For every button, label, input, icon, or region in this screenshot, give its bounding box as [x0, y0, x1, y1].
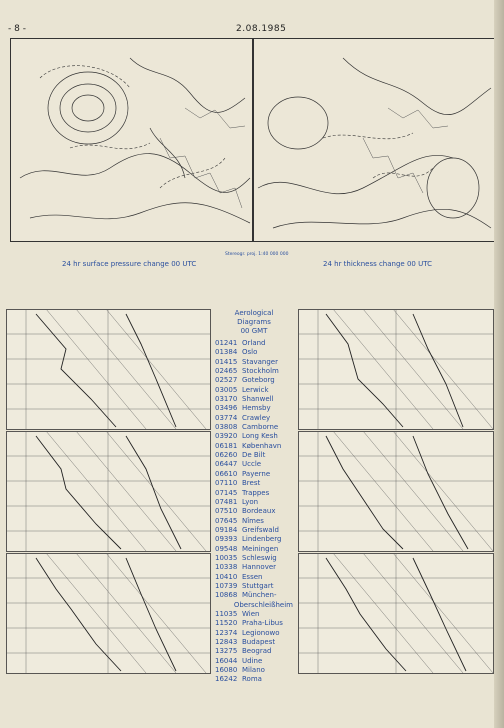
station-name: De Bilt — [242, 451, 266, 460]
station-code: 01241 — [215, 339, 238, 347]
station-row — [215, 479, 293, 488]
station-row — [215, 675, 293, 684]
station-code: 16044 — [215, 656, 238, 665]
station-name: Lerwick — [242, 385, 269, 394]
station-row — [215, 423, 293, 432]
station-row — [215, 638, 293, 647]
station-name: Stavanger — [242, 357, 278, 366]
station-code: 11035 — [215, 609, 238, 618]
station-code: 01384 — [215, 348, 238, 357]
station-name: Udine — [242, 656, 263, 665]
station-row — [215, 610, 293, 619]
station-code: 10338 — [215, 563, 238, 572]
station-name: Budapest — [242, 638, 276, 646]
station-name: Roma — [242, 675, 262, 684]
station-code: 10868 — [215, 591, 238, 600]
station-row — [215, 395, 293, 404]
station-name: Meiningen — [242, 544, 279, 553]
aerological-diagrams-right — [298, 309, 494, 674]
station-name: Legionowo — [242, 628, 280, 637]
station-name: Uccle — [242, 460, 262, 469]
station-name: Shanwell — [242, 395, 274, 404]
station-row — [215, 666, 293, 675]
station-code: 03774 — [215, 413, 238, 422]
station-code: 06610 — [215, 469, 238, 478]
station-name: Trappes — [242, 488, 270, 497]
station-row — [215, 489, 293, 498]
station-list-title-3: 00 GMT — [240, 327, 268, 335]
station-row — [215, 498, 293, 507]
station-row — [215, 582, 293, 591]
station-name: Brest — [242, 479, 261, 488]
station-row — [215, 358, 293, 367]
station-row — [215, 460, 293, 469]
station-code: 11520 — [215, 619, 238, 628]
station-name: Hannover — [242, 563, 277, 572]
station-row — [215, 573, 293, 582]
station-code: 09393 — [215, 535, 238, 544]
station-list-title-2: Diagrams — [237, 318, 271, 326]
station-code: 16242 — [215, 675, 238, 684]
station-row — [215, 404, 293, 413]
station-row — [215, 657, 293, 666]
station-code: 16080 — [215, 666, 238, 675]
station-code: 02465 — [215, 367, 238, 376]
station-name: Hemsby — [242, 404, 271, 413]
station-name: Orland — [242, 339, 266, 347]
station-code: 09548 — [215, 544, 238, 553]
station-name: Lindenberg — [242, 535, 282, 544]
station-name: Payerne — [242, 469, 271, 478]
page-number: - 8 - — [8, 24, 26, 34]
station-code: 12374 — [215, 628, 238, 637]
station-row — [215, 545, 293, 554]
station-row — [215, 554, 293, 563]
station-name: Oslo — [242, 348, 258, 357]
station-name: Essen — [242, 572, 263, 581]
station-list — [215, 309, 293, 685]
station-code: 06260 — [215, 451, 238, 460]
weather-maps — [10, 38, 496, 242]
station-name: Camborne — [242, 423, 279, 432]
station-name: Praha-Libus — [242, 619, 283, 628]
station-row — [215, 432, 293, 441]
station-row — [215, 348, 293, 357]
station-code: 03170 — [215, 395, 238, 404]
station-code: 07510 — [215, 507, 238, 516]
surface-pressure-map — [10, 38, 253, 242]
station-row — [215, 339, 293, 348]
station-row — [215, 367, 293, 376]
station-code: 03005 — [215, 385, 238, 394]
station-row — [215, 526, 293, 535]
station-name: Long Kesh — [242, 432, 278, 441]
station-row — [215, 442, 293, 451]
station-row — [215, 470, 293, 479]
station-code: 02527 — [215, 376, 238, 385]
surface-pressure-caption: 24 hr surface pressure change 00 UTC — [62, 260, 197, 268]
station-row — [215, 629, 293, 638]
station-row — [215, 386, 293, 395]
station-name: København — [242, 441, 282, 450]
station-code: 09184 — [215, 525, 238, 534]
station-name: Lyon — [242, 497, 259, 506]
station-name: Oberschleißheim — [233, 600, 293, 609]
station-name: Nîmes — [242, 516, 264, 525]
station-code: 03496 — [215, 404, 238, 413]
page-date: 2.08.1985 — [236, 24, 287, 34]
station-name: Crawley — [242, 413, 271, 422]
station-row — [215, 591, 293, 600]
station-code: 10035 — [215, 553, 238, 562]
station-row — [215, 517, 293, 526]
station-row — [215, 535, 293, 544]
station-code: 06447 — [215, 460, 238, 469]
station-code: 13275 — [215, 647, 238, 656]
station-code: 12843 — [215, 638, 238, 646]
station-row — [215, 376, 293, 385]
station-name: Bordeaux — [242, 507, 276, 516]
station-row — [215, 451, 293, 460]
station-row — [215, 563, 293, 572]
station-code: 07145 — [215, 488, 238, 497]
station-name: München- — [242, 591, 277, 600]
aerological-diagrams-left — [6, 309, 211, 674]
station-code: 06181 — [215, 441, 238, 450]
station-name: Goteborg — [242, 376, 275, 385]
station-name: Stuttgart — [242, 581, 274, 590]
station-code: 10739 — [215, 581, 238, 590]
station-code: 01415 — [215, 357, 238, 366]
page-edge-strip — [494, 0, 504, 728]
station-name: Stockholm — [242, 367, 279, 376]
station-name: Milano — [242, 666, 265, 675]
station-row — [215, 601, 293, 610]
station-code: 07110 — [215, 479, 238, 488]
station-name: Greifswald — [242, 525, 279, 534]
station-row — [215, 414, 293, 423]
station-code: 03808 — [215, 423, 238, 432]
map-scale-note: Stereogr. proj. 1:40 000 000 — [225, 252, 289, 257]
station-code: 07481 — [215, 497, 238, 506]
station-row — [215, 647, 293, 656]
station-name: Schleswig — [242, 553, 277, 562]
thickness-change-map — [253, 38, 496, 242]
thickness-change-caption: 24 hr thickness change 00 UTC — [323, 260, 432, 268]
station-code — [215, 601, 234, 610]
station-code: 07645 — [215, 516, 238, 525]
station-list-title-1: Aerological — [234, 309, 274, 317]
station-code: 10410 — [215, 572, 238, 581]
station-code: 03920 — [215, 432, 238, 441]
station-row — [215, 507, 293, 516]
station-name: Beograd — [242, 647, 272, 656]
station-name: Wien — [242, 609, 260, 618]
station-row — [215, 619, 293, 628]
